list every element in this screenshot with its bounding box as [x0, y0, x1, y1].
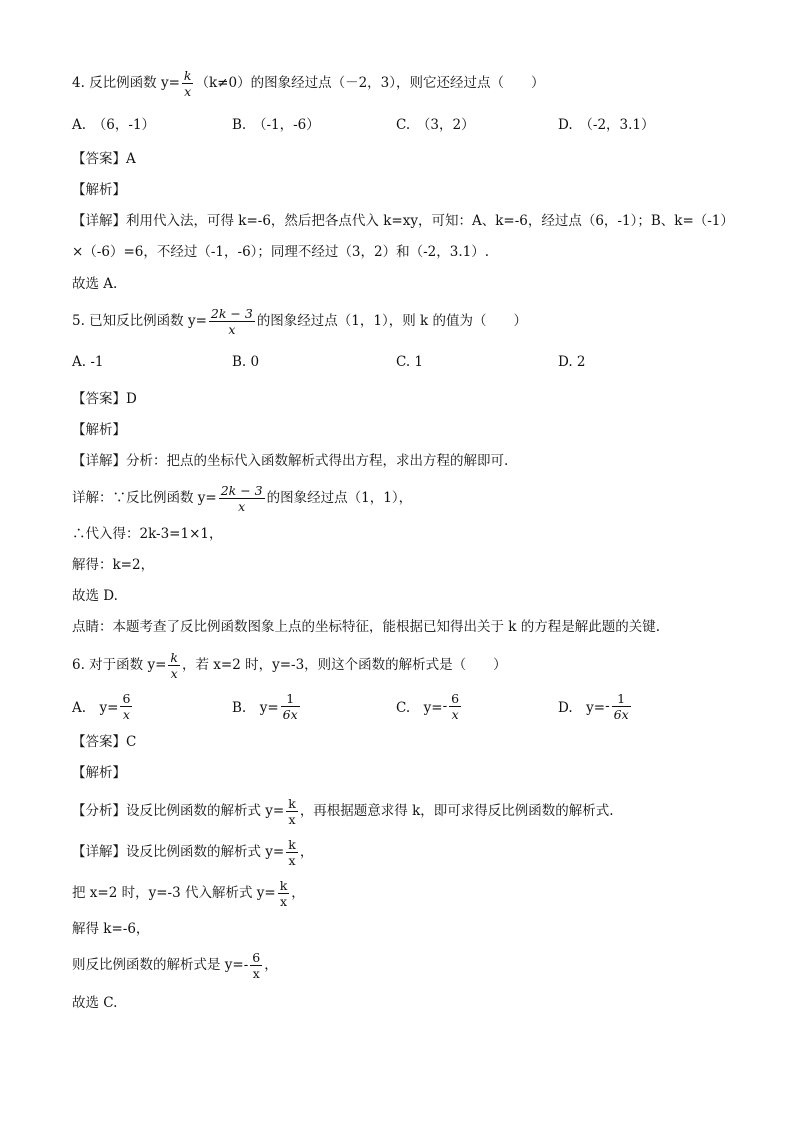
fraction-denominator: x [288, 852, 296, 868]
detail-text: 则反比例函数的解析式是 y=- [72, 957, 249, 973]
detail-text: ×（-6）=6，不经过（-1，-6）；同理不经过（3，2）和（-2，3.1）. [72, 244, 490, 260]
fraction-numerator: 2k − 3 [220, 482, 263, 498]
conclusion-text: 故选 D. [72, 588, 118, 604]
q6-options [72, 688, 746, 724]
fenxi-fraction [286, 796, 298, 827]
q4-option-c: C. （3，2） [396, 117, 475, 133]
detail-text: 【详解】分析：把点的坐标代入函数解析式得出方程，求出方程的解即可. [72, 453, 509, 469]
q6-option-c [396, 688, 463, 724]
fraction-numerator: 6 [252, 949, 261, 965]
q4-detail-line-1 [72, 211, 746, 231]
q5-fraction [209, 306, 255, 337]
q4-option-b: B. （-1，-6） [232, 117, 320, 133]
detail-text: ∴代入得：2k-3=1×1， [72, 526, 223, 542]
answer-text: 【答案】A [72, 151, 136, 167]
q5-analysis-heading [72, 420, 746, 440]
q5-detail-line-1 [72, 451, 746, 471]
detail-text-end: ，再根据题意求得 k，即可求得反比例函数的解析式. [299, 803, 614, 819]
q6-stem-text-end: ，若 x=2 时，y=-3，则这个函数的解析式是（ ） [181, 657, 507, 673]
analysis-text: 【解析】 [72, 182, 126, 198]
q4-stem [72, 67, 746, 99]
q6-fenxi [72, 794, 746, 828]
detail-text: 把 x=2 时，y=-3 代入解析式 y= [72, 885, 276, 901]
q6-stem-text: 6. 对于函数 y= [72, 657, 167, 673]
fraction-numerator: 6 [122, 690, 131, 706]
q6-substitution [72, 876, 746, 910]
fraction-numerator: k [170, 649, 178, 665]
q5-stem-text: 5. 已知反比例函数 y= [72, 313, 207, 329]
option-label: C. y= [396, 700, 443, 716]
q6-option-b [232, 688, 302, 724]
detail-text: 【详解】利用代入法，可得 k=-6，然后把各点代入 k=xy，可知：A、k=-6，经过点（6，-1）；B、k=（-1） [72, 213, 734, 229]
fraction-denominator: x [238, 498, 246, 514]
q6-result [72, 948, 746, 982]
analysis-text: 【解析】 [72, 422, 126, 438]
q5-stem [72, 306, 746, 336]
q5-detail-line-3 [72, 524, 746, 544]
fraction-numerator: 6 [451, 690, 460, 706]
fraction-denominator: x [288, 811, 296, 827]
fraction-numerator: k [279, 877, 288, 893]
q4-conclusion [72, 274, 746, 294]
detail-text-end: ， [291, 885, 305, 901]
answer-text: 【答案】D [72, 391, 137, 407]
option-fraction [449, 691, 461, 722]
fraction-denominator: x [279, 893, 288, 909]
fraction-denominator: x [451, 706, 459, 722]
q4-stem-text: 4. 反比例函数 y= [72, 75, 180, 91]
q6-conclusion [72, 993, 746, 1013]
q6-fraction [168, 650, 180, 681]
detail-text-end: 的图象经过点（1，1）， [266, 490, 413, 506]
result-fraction [250, 950, 262, 981]
fraction-denominator: x [184, 83, 192, 99]
q4-fraction [182, 68, 194, 99]
q5-option-d: D. 2 [558, 354, 586, 370]
detail-text-end: ， [264, 957, 278, 973]
q5-option-b: B. 0 [232, 354, 260, 370]
q5-option-a: A. -1 [72, 354, 104, 370]
fraction-numerator: k [288, 836, 296, 852]
q5-stem-text-end: 的图象经过点（1，1），则 k 的值为（ ） [256, 313, 528, 329]
q5-detail-fraction [219, 483, 265, 514]
q6-analysis-heading [72, 763, 746, 783]
q5-option-c: C. 1 [396, 354, 424, 370]
q4-stem-text-end: （k≠0）的图象经过点（－2，3），则它还经过点（ ） [195, 75, 545, 91]
q6-option-d [558, 688, 633, 724]
q4-answer [72, 149, 746, 169]
fraction-numerator: k [288, 795, 296, 811]
conclusion-text: 故选 A. [72, 276, 118, 292]
fraction-denominator: 6x [613, 706, 629, 722]
fraction-denominator: 6x [282, 706, 298, 722]
q5-detail-line-2 [72, 482, 746, 514]
q6-xiangjie [72, 835, 746, 869]
q4-option-a: A. （6，-1） [72, 117, 156, 133]
q5-comment [72, 617, 746, 637]
detail-text: 解得：k=2， [72, 557, 155, 573]
option-sign: - [442, 698, 448, 714]
q4-options [72, 105, 746, 141]
q4-detail-line-2 [72, 242, 746, 262]
detail-text: 解得 k=-6， [72, 921, 150, 937]
comment-text: 点睛：本题考查了反比例函数图象上点的坐标特征，能根据已知得出关于 k 的方程是解此题的关键. [72, 619, 661, 635]
option-fraction [612, 691, 631, 722]
q6-solve [72, 919, 746, 939]
fraction-numerator: 1 [617, 690, 626, 706]
q5-conclusion [72, 586, 746, 606]
fraction-numerator: k [183, 67, 192, 83]
option-label: B. y= [232, 700, 279, 716]
q5-detail-line-4 [72, 555, 746, 575]
fraction-denominator: x [170, 665, 178, 681]
option-fraction [120, 691, 132, 722]
fraction-denominator: x [252, 965, 260, 981]
answer-text: 【答案】C [72, 734, 137, 750]
q5-options [72, 344, 746, 380]
q4-analysis-heading [72, 180, 746, 200]
q6-answer [72, 732, 746, 752]
fraction-numerator: 1 [286, 690, 295, 706]
substitution-fraction [278, 878, 290, 909]
option-label: A. y= [72, 700, 119, 716]
option-label: D. y= [558, 700, 606, 716]
detail-text: 【详解】设反比例函数的解析式 y= [72, 844, 285, 860]
analysis-text: 【解析】 [72, 765, 126, 781]
fraction-denominator: x [122, 706, 130, 722]
option-sign: - [605, 698, 610, 714]
q5-answer [72, 389, 746, 409]
xiangjie-fraction [286, 837, 298, 868]
conclusion-text: 故选 C. [72, 995, 118, 1011]
q6-option-a [72, 688, 134, 724]
fraction-numerator: 2k − 3 [210, 305, 253, 321]
option-fraction [281, 691, 300, 722]
q6-stem [72, 648, 746, 682]
detail-text: 【分析】设反比例函数的解析式 y= [72, 803, 285, 819]
detail-text: 详解：∵反比例函数 y= [72, 490, 217, 506]
fraction-denominator: x [228, 321, 236, 337]
q4-option-d: D. （-2，3.1） [558, 117, 655, 133]
detail-text-end: ， [299, 844, 314, 860]
